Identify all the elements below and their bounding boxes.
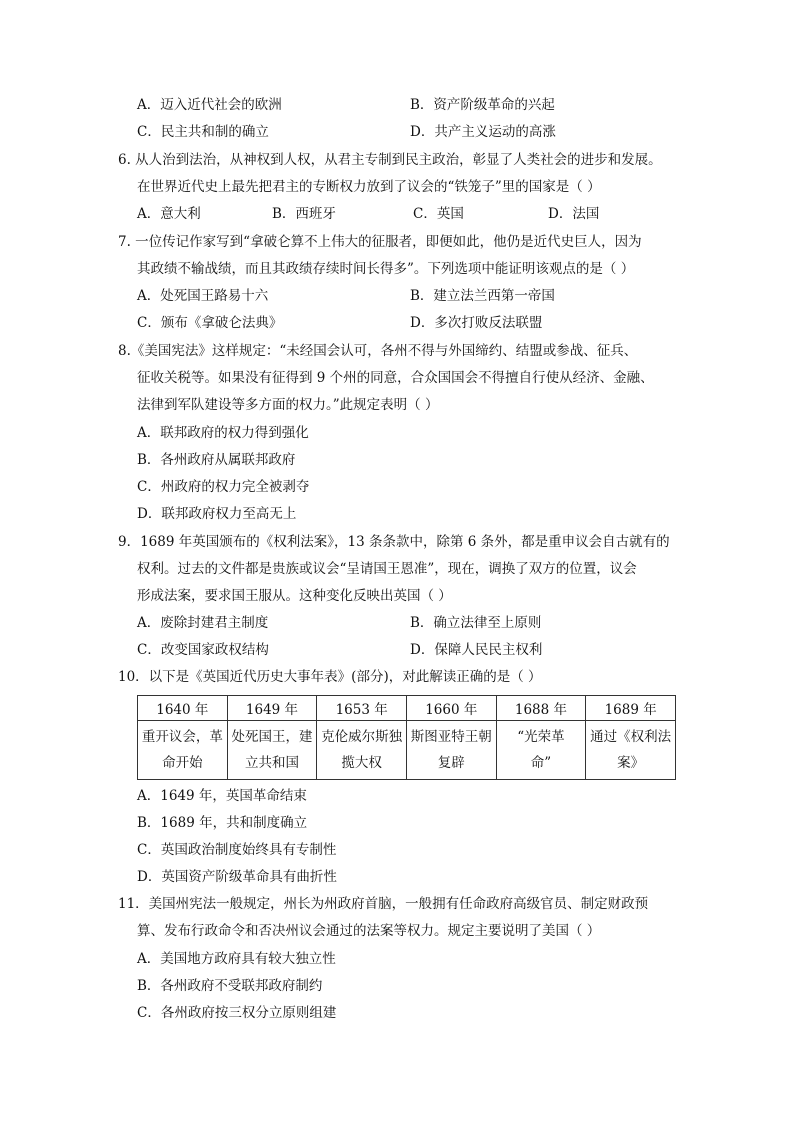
q6-stem-line2: 在世界近代史上最先把君主的专断权力放到了议会的“铁笼子”里的国家是（ ） <box>137 179 601 195</box>
q6-option-c: C．英国 <box>413 206 464 222</box>
q9-option-a: A．废除封建君主制度 <box>137 615 269 631</box>
q9-stem-line3: 形成法案，要求国王服从。这种变化反映出英国（ ） <box>137 588 452 604</box>
q9-option-b: B．确立法律至上原则 <box>410 615 542 631</box>
q6-stem-line1: 6. 从人治到法治，从神权到人权，从君主专制到民主政治，彰显了人类社会的进步和发展。 <box>118 152 662 168</box>
q10-option-c: C．英国政治制度始终具有专制性 <box>137 842 337 858</box>
q8-stem-line2: 征收关税等。如果没有征得到 9 个州的同意，合众国国会不得擅自行使从经济、金融、 <box>137 370 654 386</box>
event-text-line: 案》 <box>617 755 645 771</box>
q9-stem-line2: 权利。过去的文件都是贵族或议会“呈请国王恩准”，现在，调换了双方的位置，议会 <box>137 561 637 577</box>
q9-option-c: C．改变国家政权结构 <box>137 642 269 658</box>
q8-stem-line1: 8.《美国宪法》这样规定：“未经国会认可，各州不得与外国缔约、结盟或参战、征兵、 <box>118 343 638 359</box>
table-year-cell: 1649 年 <box>227 696 317 721</box>
table-event-cell <box>138 721 228 780</box>
q7-option-c: C．颁布《拿破仑法典》 <box>137 315 283 331</box>
event-text-line: 命开始 <box>162 755 203 771</box>
q5-option-d: D．共产主义运动的高涨 <box>410 124 556 140</box>
q11-option-c: C．各州政府按三权分立原则组建 <box>137 1005 337 1021</box>
table-event-cell <box>496 721 586 780</box>
q5-option-b: B．资产阶级革命的兴起 <box>410 97 555 113</box>
table-event-cell <box>586 721 676 780</box>
table-year-cell: 1660 年 <box>406 696 496 721</box>
q5-option-a: A．迈入近代社会的欧洲 <box>137 97 282 113</box>
event-text-line: 斯图亚特王朝 <box>410 729 492 745</box>
q9-option-d: D．保障人民民主权利 <box>410 642 543 658</box>
event-text-line: 命” <box>530 755 552 771</box>
event-text-line: 立共和国 <box>244 755 299 771</box>
table-year-cell: 1653 年 <box>317 696 407 721</box>
q7-stem-line2: 其政绩不输战绩，而且其政绩存续时间长得多”。下列选项中能证明该观点的是（ ） <box>137 261 635 277</box>
q8-option-d: D．联邦政府权力至高无上 <box>137 506 297 522</box>
q6-option-a: A．意大利 <box>137 206 201 222</box>
q11-option-b: B．各州政府不受联邦政府制约 <box>137 978 323 994</box>
event-text-line: 通过《权利法 <box>590 729 672 745</box>
q10-option-b: B．1689 年，共和制度确立 <box>137 815 308 831</box>
table-header-row <box>138 696 676 721</box>
q10-option-a: A．1649 年，英国革命结束 <box>137 788 307 804</box>
q7-stem-line1: 7. 一位传记作家写到“拿破仑算不上伟大的征服者，即便如此，他仍是近代史巨人，因为 <box>118 234 642 250</box>
q9-stem-line1: 9．1689 年英国颁布的《权利法案》，13 条条款中，除第 6 条外，都是重申议会自古就有的 <box>118 534 670 550</box>
history-events-table <box>137 695 676 780</box>
table-event-cell <box>227 721 317 780</box>
table-year-cell: 1640 年 <box>138 696 228 721</box>
q8-option-c: C．州政府的权力完全被剥夺 <box>137 479 310 495</box>
event-text-line: 重开议会，革 <box>141 729 223 745</box>
event-text-line: 复辟 <box>437 755 465 771</box>
q8-option-b: B．各州政府从属联邦政府 <box>137 452 296 468</box>
q8-option-a: A．联邦政府的权力得到强化 <box>137 425 309 441</box>
event-text-line: 揽大权 <box>341 755 382 771</box>
q6-option-d: D．法国 <box>548 206 600 222</box>
event-text-line: “光荣革 <box>517 729 565 745</box>
q11-stem-line1: 11．美国州宪法一般规定，州长为州政府首脑，一般拥有任命政府高级官员、制定财政预 <box>118 896 649 912</box>
q6-option-b: B．西班牙 <box>272 206 336 222</box>
q11-stem-line2: 算、发布行政命令和否决州议会通过的法案等权力。规定主要说明了美国（ ） <box>137 923 601 939</box>
event-text-line: 处死国王，建 <box>231 729 313 745</box>
q7-option-b: B．建立法兰西第一帝国 <box>410 288 555 304</box>
q7-option-d: D．多次打败反法联盟 <box>410 315 543 331</box>
q7-option-a: A．处死国王路易十六 <box>137 288 269 304</box>
table-event-cell <box>317 721 407 780</box>
q8-stem-line3: 法律到军队建设等多方面的权力。”此规定表明（ ） <box>137 397 439 413</box>
q10-option-d: D．英国资产阶级革命具有曲折性 <box>137 869 337 885</box>
table-event-cell <box>406 721 496 780</box>
q11-option-a: A．美国地方政府具有较大独立性 <box>137 951 336 967</box>
table-year-cell: 1689 年 <box>586 696 676 721</box>
table-year-cell: 1688 年 <box>496 696 586 721</box>
q5-option-c: C．民主共和制的确立 <box>137 124 269 140</box>
event-text-line: 克伦威尔斯独 <box>321 729 403 745</box>
table-event-row <box>138 721 676 780</box>
q10-stem-line1: 10．以下是《英国近代历史大事年表》(部分)，对此解读正确的是（ ） <box>118 669 542 685</box>
